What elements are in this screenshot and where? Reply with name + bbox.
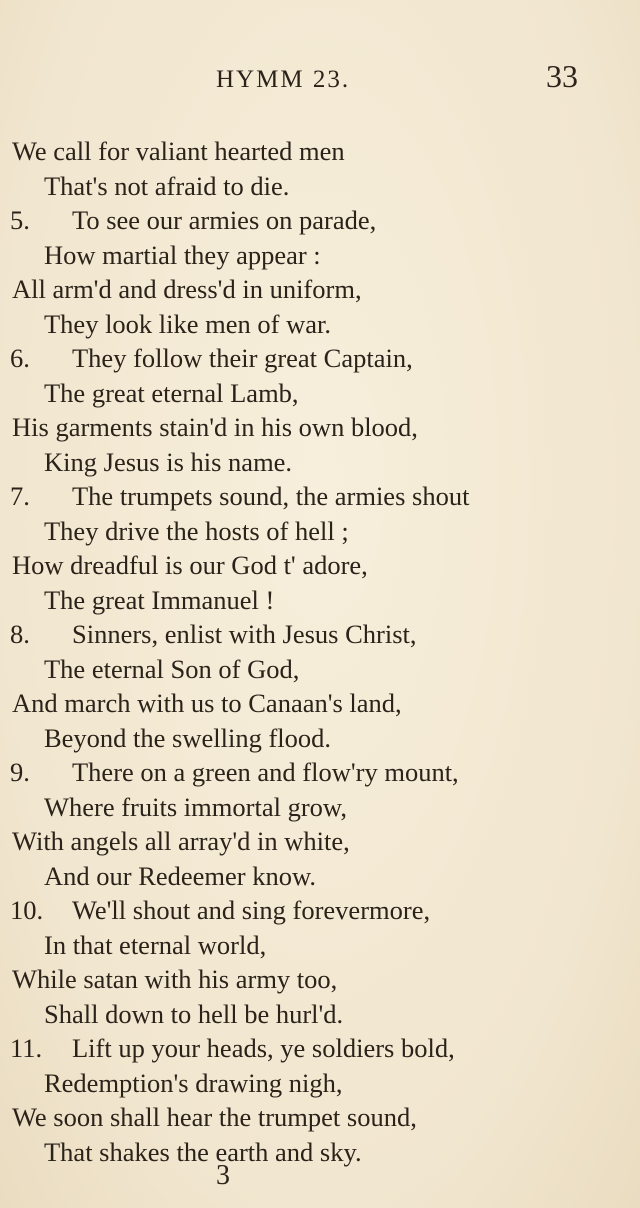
- stanza-first-line: [0, 479, 640, 514]
- verse-line: [0, 1100, 640, 1135]
- verse-line: [0, 997, 640, 1032]
- verse-line-text: Redemption's drawing nigh,: [44, 1067, 343, 1098]
- verse-line: [0, 307, 640, 342]
- verse-line-text: How martial they appear :: [44, 239, 321, 270]
- stanza-first-line: [0, 341, 640, 376]
- verse-line-text: They follow their great Captain,: [72, 343, 413, 373]
- verse-line-text: While satan with his army too,: [12, 964, 338, 994]
- verse-line-text: With angels all array'd in white,: [12, 826, 350, 856]
- verse-line-text: His garments stain'd in his own blood,: [12, 412, 418, 442]
- verse-line: [0, 514, 640, 549]
- verse-line: [0, 686, 640, 721]
- stanza-first-line: [0, 1031, 640, 1066]
- verse-line-text: Beyond the swelling flood.: [44, 722, 332, 753]
- verse-line-text: Shall down to hell be hurl'd.: [44, 998, 344, 1029]
- verse-line-text: Where fruits immortal grow,: [44, 791, 347, 822]
- verse-line: [0, 1135, 640, 1170]
- verse-line-text: That's not afraid to die.: [44, 170, 290, 201]
- verse-line: [0, 445, 640, 480]
- verse-line-text: The great Immanuel !: [44, 584, 275, 615]
- stanza-first-line: [0, 893, 640, 928]
- verse-line-text: To see our armies on parade,: [72, 205, 377, 235]
- stanza-number: 6.: [10, 343, 30, 373]
- verse-line-text: We soon shall hear the trumpet sound,: [12, 1102, 417, 1132]
- verse-line: [0, 859, 640, 894]
- verse-line-text: They drive the hosts of hell ;: [44, 515, 349, 546]
- stanza-number: 5.: [10, 205, 30, 235]
- verse-line-text: They look like men of war.: [44, 308, 332, 339]
- verse-line: [0, 824, 640, 859]
- stanza-number: 11.: [10, 1033, 43, 1063]
- verse-line: [0, 169, 640, 204]
- running-title: HYMM 23.: [216, 66, 351, 93]
- verse-line: [0, 721, 640, 756]
- verse-line-text: There on a green and flow'ry mount,: [72, 757, 459, 787]
- signature-mark: 3: [216, 1160, 230, 1191]
- verse-line: [0, 962, 640, 997]
- verse-line: [0, 376, 640, 411]
- verse-line: [0, 583, 640, 618]
- verse-line-text: All arm'd and dress'd in uniform,: [12, 274, 362, 304]
- verse-line-text: And march with us to Canaan's land,: [12, 688, 402, 718]
- stanza-first-line: [0, 203, 640, 238]
- verse-line: [0, 134, 640, 169]
- verse-line-text: And our Redeemer know.: [44, 860, 317, 891]
- verse-line-text: Lift up your heads, ye soldiers bold,: [72, 1033, 455, 1063]
- verse-line: [0, 272, 640, 307]
- verse-line: [0, 548, 640, 583]
- verse-line-text: That shakes the earth and sky.: [44, 1136, 362, 1167]
- verse-line: [0, 790, 640, 825]
- stanza-first-line: [0, 617, 640, 652]
- running-header: [0, 56, 640, 100]
- stanza-number: 10.: [10, 895, 44, 925]
- stanza-number: 9.: [10, 757, 30, 787]
- verse-line: [0, 410, 640, 445]
- page-number: 33: [546, 58, 578, 94]
- hymn-text: [0, 134, 640, 1169]
- stanza-first-line: [0, 755, 640, 790]
- verse-line-text: Sinners, enlist with Jesus Christ,: [72, 619, 417, 649]
- verse-line: [0, 928, 640, 963]
- stanza-number: 7.: [10, 481, 30, 511]
- verse-line: [0, 1066, 640, 1101]
- verse-line: [0, 652, 640, 687]
- verse-line-text: We'll shout and sing forevermore,: [72, 895, 431, 925]
- verse-line-text: The trumpets sound, the armies shout: [72, 481, 470, 511]
- stanza-number: 8.: [10, 619, 30, 649]
- verse-line-text: The great eternal Lamb,: [44, 377, 299, 408]
- verse-line-text: The eternal Son of God,: [44, 653, 300, 684]
- verse-line-text: King Jesus is his name.: [44, 446, 293, 477]
- verse-line-text: In that eternal world,: [44, 929, 267, 960]
- verse-line-text: How dreadful is our God t' adore,: [12, 550, 368, 580]
- verse-line-text: We call for valiant hearted men: [12, 136, 345, 166]
- verse-line: [0, 238, 640, 273]
